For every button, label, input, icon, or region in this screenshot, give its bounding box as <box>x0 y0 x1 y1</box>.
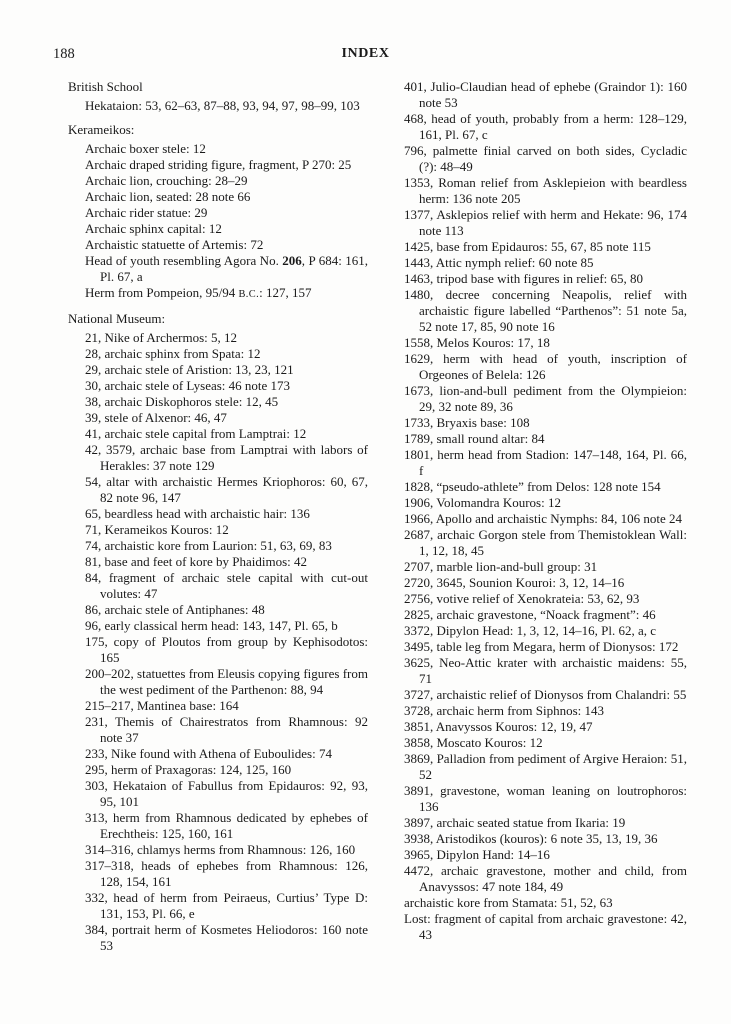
index-entry <box>404 527 687 559</box>
index-entry-text: 86, archaic stele of Antiphanes: 48 <box>85 602 265 617</box>
index-entry <box>404 623 687 639</box>
index-entry <box>404 847 687 863</box>
index-entry-text: 1789, small round altar: 84 <box>404 431 545 446</box>
index-entry-text: archaistic kore from Stamata: 51, 52, 63 <box>404 895 613 910</box>
index-entry-text: 2687, archaic Gorgon stele from Themistoklean Wall: 1, 12, 18, 45 <box>404 527 687 558</box>
index-entry <box>85 285 368 303</box>
left-column <box>68 79 368 954</box>
index-entry <box>404 783 687 815</box>
index-entry-text: Archaic draped striding figure, fragment, P 270: 25 <box>85 157 352 172</box>
index-entry-text: Archaistic statuette of Artemis: 72 <box>85 237 264 252</box>
index-entry <box>85 858 368 890</box>
index-entry-text: 314–316, chlamys herms from Rhamnous: 126, 160 <box>85 842 356 857</box>
index-entry <box>404 287 687 335</box>
index-entry-text: 3891, gravestone, woman leaning on loutrophoros: 136 <box>404 783 687 814</box>
index-entry-text: B.C. <box>238 289 260 300</box>
index-entry <box>85 698 368 714</box>
index-entry-text: 3372, Dipylon Head: 1, 3, 12, 14–16, Pl. 62, a, c <box>404 623 657 638</box>
index-entry-text: Head of youth resembling Agora No. <box>85 253 283 268</box>
index-entry <box>404 495 687 511</box>
index-entry-text: 1629, herm with head of youth, inscription of Orgeones of Belela: 126 <box>404 351 687 382</box>
index-entry <box>404 511 687 527</box>
index-entry <box>404 79 687 111</box>
index-entry-text: 1828, “pseudo-athlete” from Delos: 128 note 154 <box>404 479 661 494</box>
index-entry-text: 3869, Palladion from pediment of Argive Heraion: 51, 52 <box>404 751 687 782</box>
index-group-heading: Kerameikos: <box>68 122 135 137</box>
index-entry <box>85 173 368 189</box>
index-entry-text: Hekataion: 53, 62–63, 87–88, 93, 94, 97, 98–99, 103 <box>85 98 360 113</box>
index-entry-text: 1425, base from Epidauros: 55, 67, 85 note 115 <box>404 239 651 254</box>
index-entry <box>404 447 687 479</box>
index-group <box>68 79 368 114</box>
index-entry-text: 38, archaic Diskophoros stele: 12, 45 <box>85 394 279 409</box>
index-entry-text: 1480, decree concerning Neapolis, relief with archaistic figure labelled “Parthenos”: 51 note 5a, 52 note 17, 85, 90 note 16 <box>404 287 687 334</box>
index-entry <box>404 415 687 431</box>
index-entry-text: 29, archaic stele of Aristion: 13, 23, 121 <box>85 362 294 377</box>
index-entry-text: 215–217, Mantinea base: 164 <box>85 698 239 713</box>
index-entry <box>404 639 687 655</box>
index-entry <box>404 687 687 703</box>
index-entry <box>404 815 687 831</box>
index-entry <box>404 575 687 591</box>
index-entry <box>85 922 368 954</box>
index-entry <box>404 383 687 415</box>
index-entry-text: 332, head of herm from Peiraeus, Curtius’ Type D: 131, 153, Pl. 66, e <box>85 890 368 921</box>
index-entry-text: 3897, archaic seated statue from Ikaria: 19 <box>404 815 626 830</box>
index-entry <box>85 362 368 378</box>
index-entry-text: 2720, 3645, Sounion Kouroi: 3, 12, 14–16 <box>404 575 625 590</box>
index-entry-text: , P 684: 161, Pl. 67, a <box>100 253 369 284</box>
index-entry-text: 1673, lion-and-bull pediment from the Olympieion: 29, 32 note 89, 36 <box>404 383 687 414</box>
index-entry <box>404 703 687 719</box>
index-group <box>68 122 368 303</box>
index-entry <box>85 474 368 506</box>
index-entry <box>404 351 687 383</box>
index-entry-text: 468, head of youth, probably from a herm: 128–129, 161, Pl. 67, c <box>404 111 687 142</box>
index-entry-text: 54, altar with archaistic Hermes Kriophoros: 60, 67, 82 note 96, 147 <box>85 474 368 505</box>
index-entry-text: 1353, Roman relief from Asklepieion with beardless herm: 136 note 205 <box>404 175 687 206</box>
index-entry-text: 2707, marble lion-and-bull group: 31 <box>404 559 598 574</box>
index-entry-text: 39, stele of Alxenor: 46, 47 <box>85 410 227 425</box>
index-entry-text: 42, 3579, archaic base from Lamptrai with labors of Herakles: 37 note 129 <box>85 442 368 473</box>
index-entry-text: 295, herm of Praxagoras: 124, 125, 160 <box>85 762 292 777</box>
index-entry-text: 84, fragment of archaic stele capital with cut-out volutes: 47 <box>85 570 368 601</box>
index-entry-text: 3625, Neo-Attic krater with archaistic maidens: 55, 71 <box>404 655 687 686</box>
index-entry-text: 41, archaic stele capital from Lamptrai: 12 <box>85 426 307 441</box>
index-entry <box>85 714 368 746</box>
index-entry <box>85 778 368 810</box>
index-entry-text: 384, portrait herm of Kosmetes Heliodoros: 160 note 53 <box>85 922 368 953</box>
index-entry-text: 206 <box>282 253 302 268</box>
index-entry-text: Lost: fragment of capital from archaic gravestone: 42, 43 <box>404 911 687 942</box>
index-entry-text: 231, Themis of Chairestratos from Rhamnous: 92 note 37 <box>85 714 368 745</box>
index-entry-text: 175, copy of Ploutos from group by Kephisodotos: 165 <box>85 634 368 665</box>
index-entry-text: 3728, archaic herm from Siphnos: 143 <box>404 703 605 718</box>
index-entry <box>85 890 368 922</box>
index-entry-text: 233, Nike found with Athena of Euboulides: 74 <box>85 746 332 761</box>
running-head <box>0 46 731 66</box>
index-entry-text: 2825, archaic gravestone, “Noack fragment”: 46 <box>404 607 656 622</box>
right-column <box>387 79 687 943</box>
index-entry <box>404 111 687 143</box>
index-entry <box>85 205 368 221</box>
index-entry <box>404 607 687 623</box>
index-entry <box>85 538 368 554</box>
index-entry-text: 303, Hekataion of Fabullus from Epidauros: 92, 93, 95, 101 <box>85 778 368 809</box>
index-entry <box>85 746 368 762</box>
index-entry <box>85 602 368 618</box>
index-entry <box>85 762 368 778</box>
index-entry <box>85 506 368 522</box>
index-entry <box>404 831 687 847</box>
index-entry <box>85 426 368 442</box>
index-entry-text: 74, archaistic kore from Laurion: 51, 63, 69, 83 <box>85 538 332 553</box>
index-entry-text: 313, herm from Rhamnous dedicated by ephebes of Erechtheis: 125, 160, 161 <box>85 810 368 841</box>
index-group <box>68 311 368 954</box>
index-entry <box>404 751 687 783</box>
index-entry <box>85 98 368 114</box>
index-entry-text: 1443, Attic nymph relief: 60 note 85 <box>404 255 594 270</box>
index-group-heading: National Museum: <box>68 311 166 326</box>
index-entry <box>85 189 368 205</box>
index-entry-text: Herm from Pompeion, 95/94 <box>85 285 239 300</box>
index-entry <box>85 253 369 285</box>
index-entry-text: 1733, Bryaxis base: 108 <box>404 415 530 430</box>
index-entry-text: 2756, votive relief of Xenokrateia: 53, 62, 93 <box>404 591 640 606</box>
index-entry <box>404 863 687 895</box>
page-number: 188 <box>53 46 75 62</box>
index-entry <box>85 221 368 237</box>
index-entry <box>404 271 687 287</box>
index-entry-text: 3727, archaistic relief of Dionysos from Chalandri: 55 <box>404 687 687 702</box>
index-entry <box>85 394 368 410</box>
index-entry <box>404 175 687 207</box>
index-entry-text: 81, base and feet of kore by Phaidimos: 42 <box>85 554 308 569</box>
index-entry <box>85 554 368 570</box>
index-entry <box>404 911 687 943</box>
index-entry-text: 3851, Anavyssos Kouros: 12, 19, 47 <box>404 719 593 734</box>
index-entry-text: 71, Kerameikos Kouros: 12 <box>85 522 229 537</box>
index-entry-text: Archaic lion, crouching: 28–29 <box>85 173 248 188</box>
index-entry <box>404 735 687 751</box>
index-entry-text: 3965, Dipylon Hand: 14–16 <box>404 847 550 862</box>
index-entry <box>404 591 687 607</box>
index-entry-text: 200–202, statuettes from Eleusis copying figures from the west pediment of the Parthenon: 88, 94 <box>85 666 368 697</box>
index-entry-text: Archaic sphinx capital: 12 <box>85 221 222 236</box>
index-entry <box>404 431 687 447</box>
index-entry-text: 30, archaic stele of Lyseas: 46 note 173 <box>85 378 291 393</box>
index-entry-text: 1463, tripod base with figures in relief: 65, 80 <box>404 271 644 286</box>
index-entry-text: 1801, herm head from Stadion: 147–148, 164, Pl. 66, f <box>404 447 687 478</box>
index-entry-text: 317–318, heads of ephebes from Rhamnous: 126, 128, 154, 161 <box>85 858 368 889</box>
index-group-heading: British School <box>68 79 143 94</box>
index-entry-text: Archaic boxer stele: 12 <box>85 141 206 156</box>
index-entry <box>404 255 687 271</box>
index-entry <box>85 634 368 666</box>
index-entry <box>85 237 368 253</box>
index-entry <box>404 239 687 255</box>
index-entry <box>85 410 368 426</box>
index-entry-text: 1558, Melos Kouros: 17, 18 <box>404 335 550 350</box>
index-entry <box>404 719 687 735</box>
index-entry <box>85 570 368 602</box>
index-entry-text: 3858, Moscato Kouros: 12 <box>404 735 543 750</box>
index-entry-text: 65, beardless head with archaistic hair: 136 <box>85 506 310 521</box>
index-entry <box>85 346 368 362</box>
index-entry <box>85 842 368 858</box>
index-entry-text: 796, palmette finial carved on both sides, Cycladic (?): 48–49 <box>404 143 687 174</box>
index-entry-text: 4472, archaic gravestone, mother and child, from Anavyssos: 47 note 184, 49 <box>404 863 687 894</box>
index-entry <box>404 559 687 575</box>
index-entry-text: 1377, Asklepios relief with herm and Hekate: 96, 174 note 113 <box>404 207 687 238</box>
index-entry-text: Archaic rider statue: 29 <box>85 205 208 220</box>
index-entry-text: 28, archaic sphinx from Spata: 12 <box>85 346 261 361</box>
index-entry-text: 3495, table leg from Megara, herm of Dionysos: 172 <box>404 639 679 654</box>
index-entry <box>404 479 687 495</box>
index-entry-text: 21, Nike of Archermos: 5, 12 <box>85 330 238 345</box>
index-entry <box>85 666 368 698</box>
index-entry <box>85 378 368 394</box>
index-entry <box>85 141 368 157</box>
index-entry-text: 3938, Aristodikos (kouros): 6 note 35, 13, 19, 36 <box>404 831 658 846</box>
index-entry <box>404 655 687 687</box>
index-entry-text: : 127, 157 <box>259 285 312 300</box>
index-entry-text: 1906, Volomandra Kouros: 12 <box>404 495 561 510</box>
index-entry <box>85 442 368 474</box>
index-entry <box>85 522 368 538</box>
index-entry <box>85 618 368 634</box>
index-entry <box>85 157 368 173</box>
index-entry-text: Archaic lion, seated: 28 note 66 <box>85 189 251 204</box>
index-entry-text: 96, early classical herm head: 143, 147, Pl. 65, b <box>85 618 338 633</box>
index-entry <box>404 207 687 239</box>
index-entry-text: 401, Julio-Claudian head of ephebe (Graindor 1): 160 note 53 <box>404 79 687 110</box>
index-entry <box>85 330 368 346</box>
index-entry <box>404 895 687 911</box>
index-entry-text: 1966, Apollo and archaistic Nymphs: 84, 106 note 24 <box>404 511 683 526</box>
index-entry <box>85 810 368 842</box>
index-entry <box>404 335 687 351</box>
page-title: INDEX <box>341 46 390 61</box>
index-columns <box>0 79 731 1024</box>
index-entry <box>404 143 687 175</box>
